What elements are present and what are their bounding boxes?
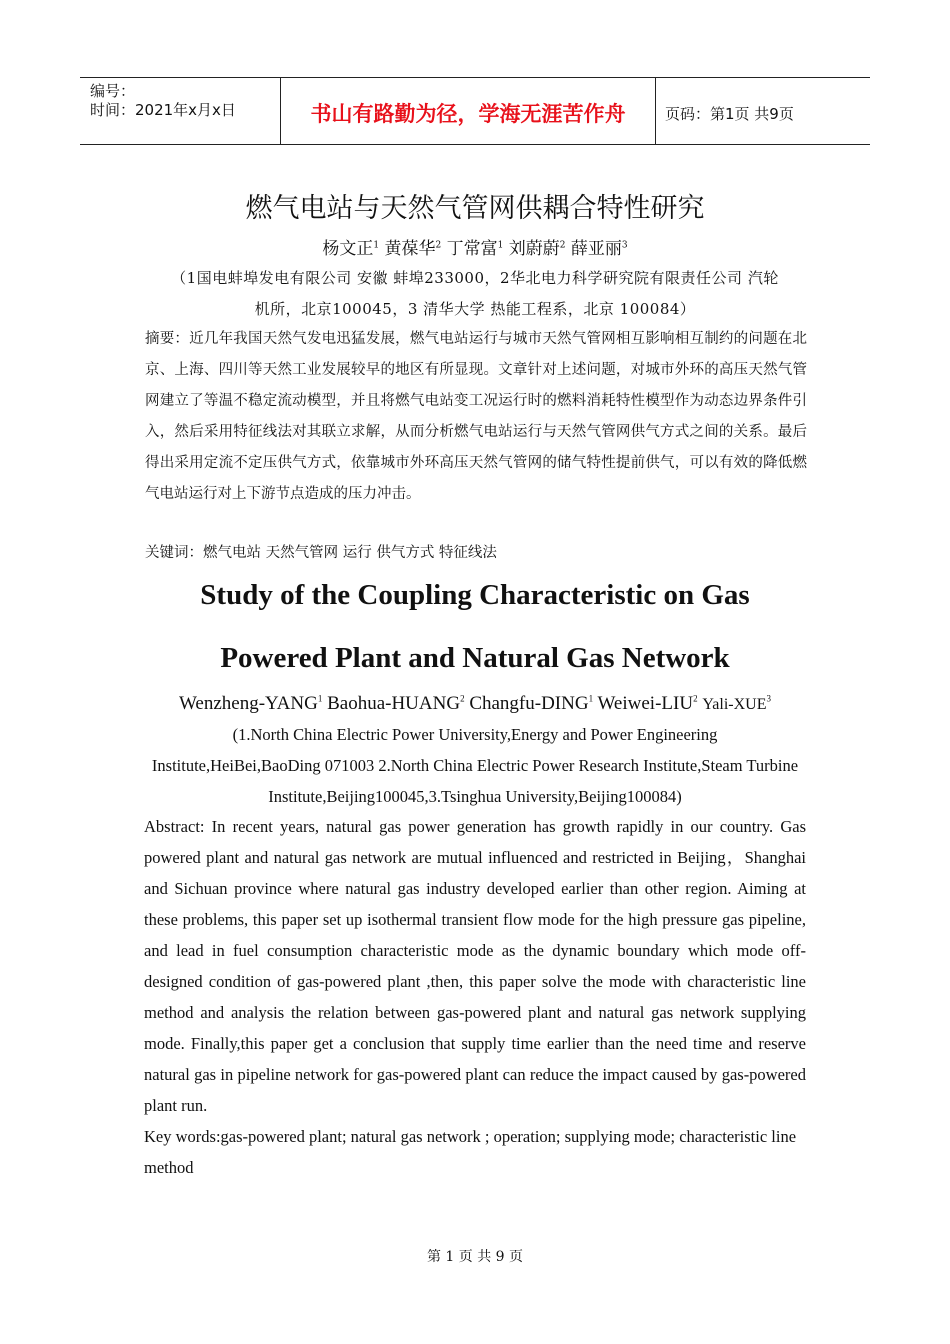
- number-label: 编号：: [90, 82, 136, 100]
- document-header: [80, 77, 870, 145]
- header-meta: [90, 82, 236, 120]
- chinese-authors: [0, 234, 950, 259]
- author: Baohua-HUANG: [327, 693, 461, 714]
- author-sup: 3: [621, 240, 628, 251]
- author-sup: 3: [766, 693, 771, 704]
- chinese-title: 燃气电站与天然气管网供耦合特性研究: [245, 193, 705, 224]
- chinese-affiliation-line: （1国电蚌埠发电有限公司 安徽 蚌埠233000，2华北电力科学研究院有限责任公司 汽轮: [171, 269, 779, 287]
- header-divider: [655, 78, 656, 144]
- author: Weiwei-LIU: [597, 693, 694, 714]
- chinese-keywords: 关键词：燃气电站 天然气管网 运行 供气方式 特征线法: [145, 545, 497, 561]
- header-page-info: 页码：第1页 共9页: [665, 105, 794, 123]
- english-abstract: Abstract: In recent years, natural gas power generation has growth rapidly in our country. Gas powered plant and natural gas network are mutual influenced and restricted in Beijing，Shanghai and Sichuan province where natural gas industry developed earlier than other region. Aiming at these problems, this paper set up isothermal transient flow mode for the high pressure gas pipeline, and lead in fuel consumption characteristic mode as the dynamic boundary which mode off-designed condition of gas-powered plant ,then, this paper solve the mode with characteristic line method and analysis the relation between gas-powered plant and natural gas network supplying mode. Finally,this paper get a conclusion that supply time earlier than the need time and reserve natural gas in pipeline network for gas-powered plant can reduce the impact caused by gas-powered plant run.: [144, 817, 806, 1115]
- english-keywords: Key words:gas-powered plant; natural gas network ; operation; supplying mode; characteristic line method: [144, 1127, 797, 1177]
- english-title-line: Study of the Coupling Characteristic on Gas: [200, 579, 750, 611]
- author: Yali-XUE: [702, 696, 767, 713]
- english-affiliation-line: Institute,HeiBei,BaoDing 071003 2.North China Electric Power Research Institute,Steam Turbine: [151, 756, 799, 775]
- author-sup: 2: [693, 693, 698, 704]
- page-footer: 第 1 页 共 9 页: [426, 1249, 524, 1265]
- author: Changfu-DING: [469, 693, 589, 714]
- author-sup: 1: [317, 693, 323, 704]
- english-title-line: Powered Plant and Natural Gas Network: [220, 642, 730, 674]
- author: 刘蔚蔚: [508, 239, 560, 259]
- author: 丁常富: [446, 239, 498, 259]
- author-sup: 2: [559, 240, 566, 251]
- chinese-affiliation-line: 机所，北京100045，3 清华大学 热能工程系，北京 100084）: [254, 300, 696, 318]
- time-label: 时间：2021年x月x日: [90, 101, 236, 119]
- author: 黄葆华: [384, 239, 436, 259]
- english-authors: [0, 693, 950, 715]
- author-sup: 1: [588, 693, 594, 704]
- author: Wenzheng-YANG: [179, 693, 318, 714]
- header-motto: 书山有路勤为径，学海无涯苦作舟: [310, 102, 626, 126]
- author-sup: 1: [373, 240, 380, 251]
- chinese-abstract: 摘要：近几年我国天然气发电迅猛发展，燃气电站运行与城市天然气管网相互影响相互制约的问题在北京、上海、四川等天然工业发展较早的地区有所显现。文章针对上述问题，对城市外环的高压天然气管网建立了等温不稳定流动模型，并且将燃气电站变工况运行时的燃料消耗特性模型作为动态边界条件引入，然后采用特征线法对其联立求解，从而分析燃气电站运行与天然气管网供气方式之间的关系。最后得出采用定流不定压供气方式，依靠城市外环高压天然气管网的储气特性提前供气，可以有效的降低燃气电站运行对上下游节点造成的压力冲击。: [145, 331, 807, 502]
- english-affiliation-line: Institute,Beijing100045,3.Tsinghua University,Beijing100084): [268, 787, 682, 806]
- author-sup: 1: [497, 240, 504, 251]
- author: 杨文正: [322, 239, 374, 259]
- english-affiliation-line: (1.North China Electric Power University,Energy and Power Engineering: [232, 725, 718, 744]
- author-sup: 2: [435, 240, 442, 251]
- author-sup: 2: [460, 693, 465, 704]
- author: 薛亚丽: [570, 239, 622, 259]
